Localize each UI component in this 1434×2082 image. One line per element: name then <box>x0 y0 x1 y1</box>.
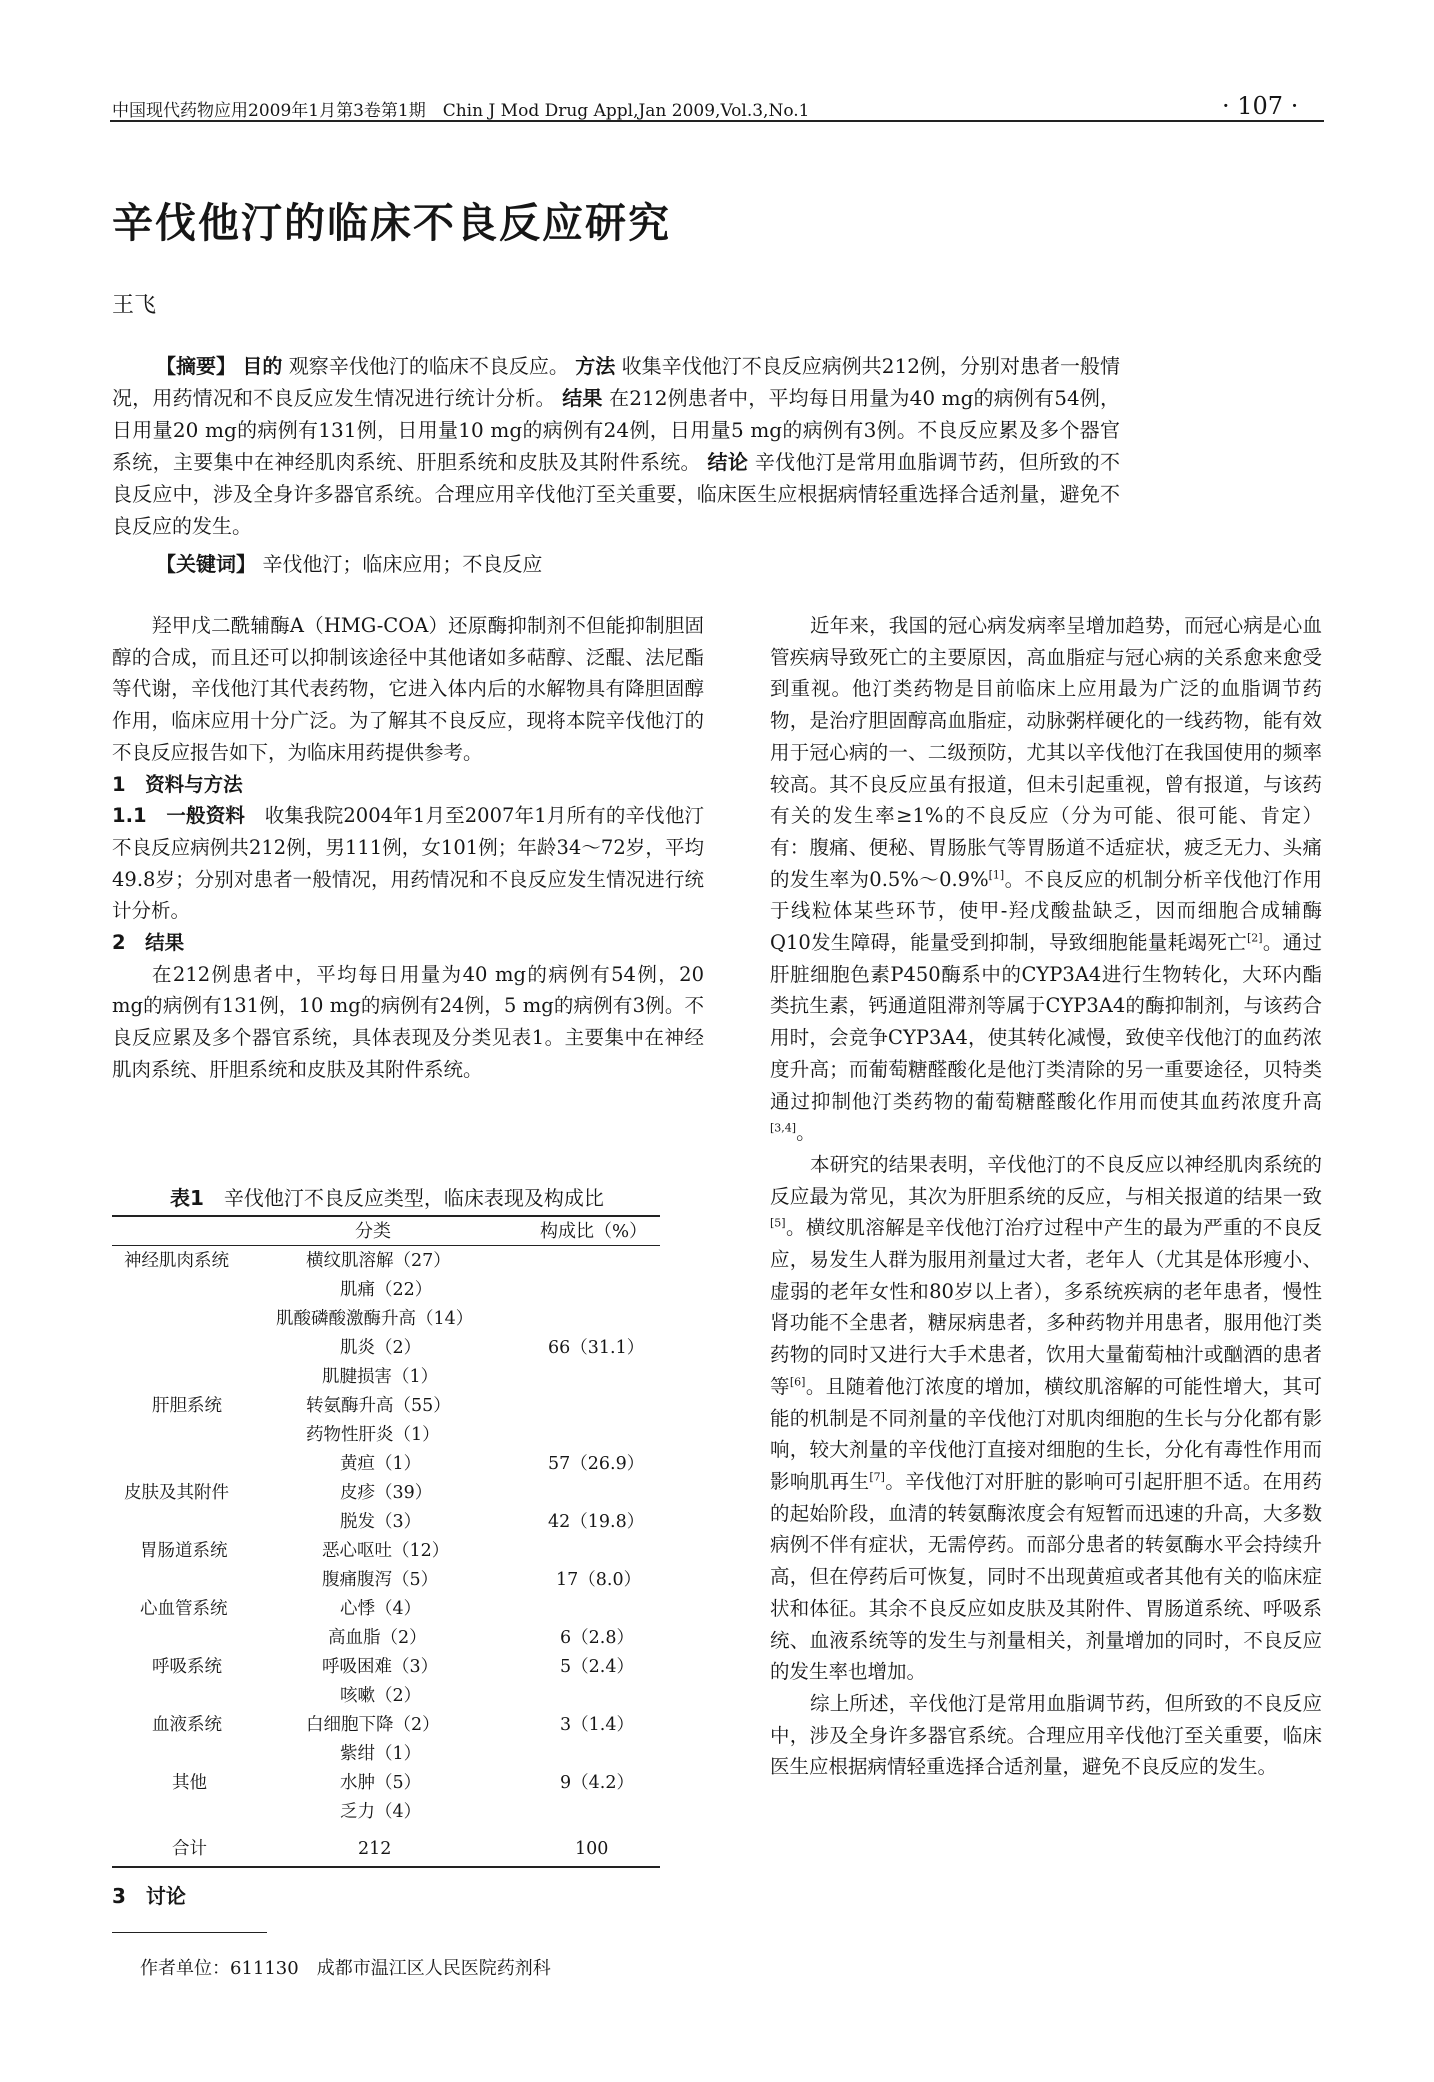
table-item: 咳嗽（2） <box>340 1686 422 1706</box>
table-item: 恶心呕吐（12） <box>322 1541 450 1561</box>
table-ratio: 5（2.4） <box>560 1657 634 1677</box>
page-number: · 107 · <box>1222 92 1299 120</box>
table-item: 心悸（4） <box>340 1599 422 1619</box>
keywords-label: 【关键词】 <box>156 552 256 576</box>
section-3-heading: 3 讨论 <box>112 1884 186 1908</box>
conclusion-text: 辛伐他汀是常用血脂调节药，但所致的不良反应中，涉及全身许多器官系统。合理应用辛伐他汀至关重要，临床医生应根据病情轻重选择合适剂量，避免不良反应的发生。 <box>112 450 1121 538</box>
table-item: 呼吸困难（3） <box>322 1657 439 1677</box>
conclusion-label: 结论 <box>707 450 749 474</box>
methods-text: 收集辛伐他汀不良反应病例共212例，分别对患者一般情况，用药情况和不良反应发生情况进行统计分析。 <box>112 354 1121 410</box>
table-item: 紫绀（1） <box>340 1744 422 1764</box>
text-span: 。 <box>796 1121 816 1145</box>
table-item: 212 <box>358 1839 392 1859</box>
right-column <box>770 610 1322 1783</box>
table-item: 黄疸（1） <box>340 1454 422 1474</box>
table-ratio: 100 <box>575 1839 609 1859</box>
table-system: 胃肠道系统 <box>140 1541 228 1561</box>
table-item: 脱发（3） <box>340 1512 422 1532</box>
section-1-heading: 1 资料与方法 <box>112 772 243 796</box>
table-item: 水肿（5） <box>340 1773 422 1793</box>
section-2-heading: 2 结果 <box>112 931 185 955</box>
discussion-paragraph-3: 综上所述，辛伐他汀是常用血脂调节药，但所致的不良反应中，涉及全身许多器官系统。合理应用辛伐他汀至关重要，临床医生应根据病情轻重选择合适剂量，避免不良反应的发生。 <box>770 1691 1322 1779</box>
table-item: 药物性肝炎（1） <box>306 1425 440 1445</box>
results-text: 在212例患者中，平均每日用量为40 mg的病例有54例，日用量20 mg的病例有131例，日用量10 mg的病例有24例，日用量5 mg的病例有3例。不良反应累及多个器官系统，主要集中在神经肌肉系统、肝胆系统和皮肤及其附件系统。 <box>112 386 1121 474</box>
text-span: 。不良反应的机制分析辛伐他汀作用于线粒体某些环节，使甲-羟戊酸盐缺乏，因而细胞合成辅酶Q10发生障碍，能量受到抑制，导致细胞能量耗竭死亡 <box>770 867 1322 955</box>
results-label: 结果 <box>562 386 603 410</box>
text-span: 。横纹肌溶解是辛伐他汀治疗过程中产生的最为严重的不良反应，易发生人群为服用剂量过大者，老年人（尤其是体形瘦小、虚弱的老年女性和80岁以上者），多系统疾病的老年患者，慢性肾功能不全患者，糖尿病患者，多种药物并用患者，服用他汀类药物的同时又进行大手术患者，饮用大量葡萄柚汁或酗酒的患者等 <box>770 1216 1322 1398</box>
table-system: 其他 <box>172 1773 207 1793</box>
methods-label: 方法 <box>575 354 616 378</box>
table-item: 肌酸磷酸激酶升高（14） <box>276 1309 474 1329</box>
text-span: 。辛伐他汀对肝脏的影响可引起肝胆不适。在用药的起始阶段，血清的转氨酶浓度会有短暂而迅速的升高，大多数病例不伴有症状，无需停药。而部分患者的转氨酶水平会持续升高，但在停药后可恢复，同时不出现黄疸或者其他有关的临床症状和体征。其余不良反应如皮肤及其附件、胃肠道系统、呼吸系统、血液系统等的发生与剂量相关，剂量增加的同时，不良反应的发生率也增加。 <box>770 1469 1322 1684</box>
table-system: 合计 <box>172 1839 207 1859</box>
discussion-paragraph-2 <box>770 1149 1322 1688</box>
text-span: 。且随着他汀浓度的增加，横纹肌溶解的可能性增大，其可能的机制是不同剂量的辛伐他汀对肌肉细胞的生长与分化都有影响，较大剂量的辛伐他汀直接对细胞的生长，分化有毒性作用而影响肌再生 <box>770 1374 1322 1493</box>
keywords <box>156 548 542 577</box>
author-name: 王飞 <box>112 293 157 318</box>
table-item: 皮疹（39） <box>340 1483 433 1503</box>
abstract <box>112 350 1120 542</box>
keywords-text: 辛伐他汀；临床应用；不良反应 <box>262 552 543 576</box>
table-system: 心血管系统 <box>140 1599 228 1619</box>
table-ratio: 17（8.0） <box>556 1570 642 1590</box>
table-system: 皮肤及其附件 <box>124 1483 229 1503</box>
objective-label: 目的 <box>242 354 283 378</box>
article-title: 辛伐他汀的临床不良反应研究 <box>112 199 671 247</box>
table-header-ratio: 构成比（%） <box>540 1221 648 1242</box>
citation-ref: [3,4] <box>770 1121 797 1135</box>
table-item: 白细胞下降（2） <box>306 1715 440 1735</box>
table-ratio: 66（31.1） <box>548 1338 645 1358</box>
table-header-category: 分类 <box>355 1221 391 1242</box>
table-item: 腹痛腹泻（5） <box>322 1570 439 1590</box>
table-system: 神经肌肉系统 <box>124 1251 229 1271</box>
table-ratio: 6（2.8） <box>560 1628 634 1648</box>
text-span: 近年来，我国的冠心病发病率呈增加趋势，而冠心病是心血管疾病导致死亡的主要原因，高血脂症与冠心病的关系愈来愈受到重视。他汀类药物是目前临床上应用最为广泛的血脂调节药物，是治疗胆固醇高血脂症，动脉粥样硬化的一线药物，能有效用于冠心病的一、二级预防，尤其以辛伐他汀在我国使用的频率较高。其不良反应虽有报道，但未引起重视，曾有报道，与该药有关的发生率≥1%的不良反应（分为可能、很可能、肯定）有：腹痛、便秘、胃肠胀气等胃肠道不适症状，疲乏无力、头痛的发生率为0.5%～0.9% <box>770 614 1322 891</box>
discussion-paragraph-1 <box>770 610 1322 1149</box>
table-item: 横纹肌溶解（27） <box>306 1251 451 1271</box>
table-ratio: 42（19.8） <box>548 1512 645 1532</box>
table-ratio: 9（4.2） <box>560 1773 634 1793</box>
citation-ref: [2] <box>1246 931 1263 945</box>
table-system: 肝胆系统 <box>152 1396 222 1416</box>
table-bottom-rule <box>112 1866 660 1868</box>
table-caption <box>170 1182 604 1211</box>
objective-text: 观察辛伐他汀的临床不良反应。 <box>288 354 569 378</box>
citation-ref: [7] <box>869 1470 885 1484</box>
table-caption-label: 表1 <box>170 1186 204 1210</box>
text-span: 本研究的结果表明，辛伐他汀的不良反应以神经肌肉系统的反应最为常见，其次为肝胆系统的反应，与相关报道的结果一致 <box>770 1152 1322 1208</box>
table-item: 肌痛（22） <box>340 1280 433 1300</box>
table-item: 高血脂（2） <box>328 1628 427 1648</box>
table-system: 血液系统 <box>152 1715 222 1735</box>
table-ratio: 57（26.9） <box>548 1454 645 1474</box>
table-item: 肌腱损害（1） <box>322 1367 439 1387</box>
citation-ref: [1] <box>988 868 1005 882</box>
author-affiliation: 作者单位：611130 成都市温江区人民医院药剂科 <box>140 1958 551 1979</box>
citation-ref: [5] <box>770 1216 786 1230</box>
section-1-1-heading: 1.1 一般资料 <box>112 804 246 828</box>
table-caption-text: 辛伐他汀不良反应类型，临床表现及构成比 <box>223 1186 604 1210</box>
table-item: 转氨酶升高（55） <box>306 1396 451 1416</box>
text-span: 。通过肝脏细胞色素P450酶系中的CYP3A4进行生物转化，大环内酯类抗生素，钙通道阻滞剂等属于CYP3A4的酶抑制剂，与该药合用时，会竞争CYP3A4，使其转化减慢，致使辛伐他汀的血药浓度升高；而葡萄糖醛酸化是他汀类清除的另一重要途径，贝特类通过抑制他汀类药物的葡萄糖醛酸化作用而使其血药浓度升高 <box>770 931 1322 1113</box>
intro-paragraph: 羟甲戊二酰辅酶A（HMG-COA）还原酶抑制剂不但能抑制胆固醇的合成，而且还可以抑制该途径中其他诸如多萜醇、泛醌、法尼酯等代谢，辛伐他汀其代表药物，它进入体内后的水解物具有降胆固醇作用，临床应用十分广泛。为了解其不良反应，现将本院辛伐他汀的不良反应报告如下，为临床用药提供参考。 <box>112 614 704 764</box>
section-1-1-text: 收集我院2004年1月至2007年1月所有的辛伐他汀不良反应病例共212例，男111例，女101例；年龄34～72岁，平均49.8岁；分别对患者一般情况，用药情况和不良反应发生情况进行统计分析。 <box>112 804 704 923</box>
abstract-label: 【摘要】 <box>156 354 237 378</box>
table-ratio: 3（1.4） <box>560 1715 634 1735</box>
results-paragraph: 在212例患者中，平均每日用量为40 mg的病例有54例，20 mg的病例有131例，10 mg的病例有24例，5 mg的病例有3例。不良反应累及多个器官系统，具体表现及分类见表1。主要集中在神经肌肉系统、肝胆系统和皮肤及其附件系统。 <box>112 962 704 1081</box>
left-column <box>112 610 704 1086</box>
table-item: 肌炎（2） <box>340 1338 422 1358</box>
header-rule <box>110 120 1324 122</box>
table-item: 乏力（4） <box>340 1802 422 1822</box>
table-system: 呼吸系统 <box>152 1657 222 1677</box>
footnote-rule <box>112 1932 267 1933</box>
table-header-rule <box>112 1245 660 1246</box>
journal-citation: 中国现代药物应用2009年1月第3卷第1期 Chin J Mod Drug Appl,Jan 2009,Vol.3,No.1 <box>112 101 810 121</box>
citation-ref: [6] <box>789 1375 806 1389</box>
